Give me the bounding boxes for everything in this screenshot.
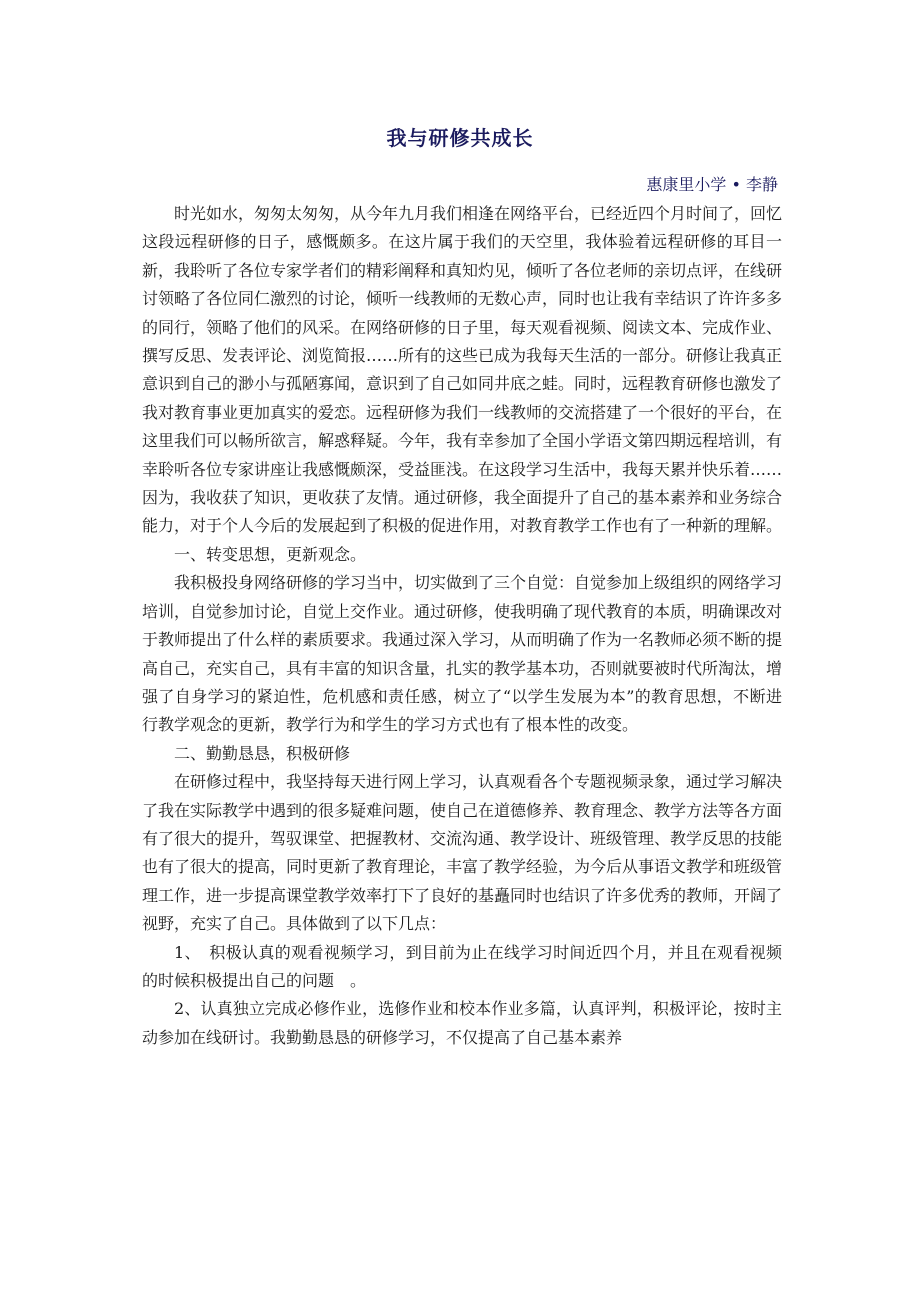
document-title: 我与研修共成长 <box>386 126 534 150</box>
document-body <box>142 200 782 1052</box>
list-item-1: 1、 积极认真的观看视频学习，到目前为止在线学习时间近四个月，并且在观看视频的时候积极提出自己的问题 。 <box>142 942 782 990</box>
paragraph-section-2: 在研修过程中，我坚持每天进行网上学习，认真观看各个专题视频录象，通过学习解决了我在实际教学中遇到的很多疑难问题，使自己在道德修养、教育理念、教学方法等各方面有了很大的提升，驾驭课堂、把握教材、交流沟通、教学设计、班级管理、教学反思的技能也有了很大的提高，同时更新了教育理论，丰富了教学经验，为今后从事语文教学和班级管理工作，进一步提高课堂教学效率打下了良好的基矗同时也结识了许多优秀的教师，开阔了视野，充实了自己。具体做到了以下几点： <box>142 772 783 934</box>
section-heading-2: 二、勤勤恳恳，积极研修 <box>174 743 351 763</box>
list-item-2: 2、认真独立完成必修作业，选修作业和校本作业多篇，认真评判，积极评论，按时主动参加在线研讨。我勤勤恳恳的研修学习，不仅提高了自己基本素养 <box>142 999 782 1047</box>
paragraph-intro: 时光如水，匆匆太匆匆，从今年九月我们相逢在网络平台，已经近四个月时间了，回忆这段远程研修的日子，感慨颇多。在这片属于我们的天空里，我体验着远程研修的耳目一新，我聆听了各位专家学者们的精彩阐释和真知灼见，倾听了各位老师的亲切点评，在线研讨领略了各位同仁激烈的讨论，倾听一线教师的无数心声，同时也让我有幸结识了许许多多的同行，领略了他们的风采。在网络研修的日子里，每天观看视频、阅读文本、完成作业、撰写反思、发表评论、浏览简报……所有的这些已成为我每天生活的一部分。研修让我真正意识到自己的渺小与孤陋寡闻，意识到了自己如同井底之蛙。同时，远程教育研修也激发了我对教育事业更加真实的爱恋。远程研修为我们一线教师的交流搭建了一个很好的平台，在这里我们可以畅所欲言，解惑释疑。今年，我有幸参加了全国小学语文第四期远程培训，有幸聆听各位专家讲座让我感慨颇深，受益匪浅。在这段学习生活中，我每天累并快乐着……因为，我收获了知识，更收获了友情。通过研修，我全面提升了自己的基本素养和业务综合能力，对于个人今后的发展起到了积极的促进作用，对教育教学工作也有了一种新的理解。 <box>142 204 783 536</box>
paragraph-section-1: 我积极投身网络研修的学习当中，切实做到了三个自觉：自觉参加上级组织的网络学习培训，自觉参加讨论，自觉上交作业。通过研修，使我明确了现代教育的本质，明确课改对于教师提出了什么样的素质要求。我通过深入学习，从而明确了作为一名教师必须不断的提高自己，充实自己，具有丰富的知识含量，扎实的教学基本功，否则就要被时代所淘汰，增强了自身学习的紧迫性，危机感和责任感，树立了“以学生发展为本”的教育思想，不断进行教学观念的更新，教学行为和学生的学习方式也有了根本性的改变。 <box>142 573 783 735</box>
author-line: 惠康里小学 • 李静 <box>646 175 778 194</box>
section-heading-1: 一、转变思想，更新观念。 <box>174 544 367 564</box>
